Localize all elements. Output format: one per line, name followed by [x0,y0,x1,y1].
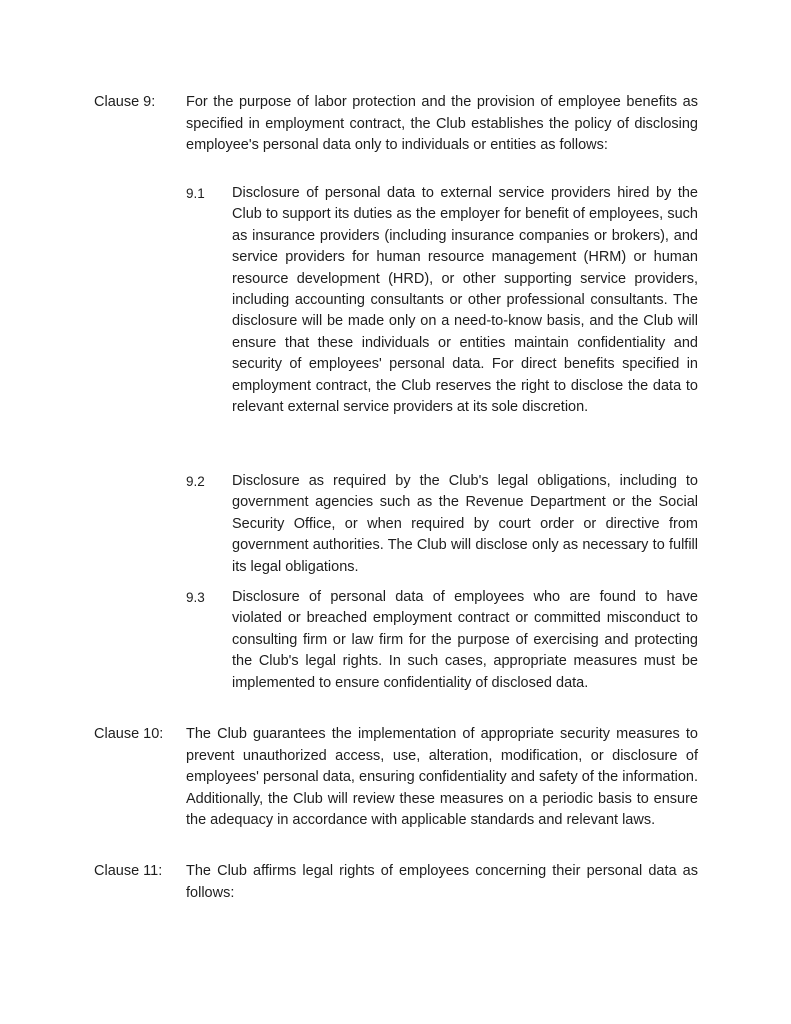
clause-9-item-1-text: Disclosure of personal data to external service providers hired by the Club to support its duties as the employer for benefit of employees, such as insurance providers (including insurance companies or brokers), and service providers for human resource management (HRM) or human resource development (HRD), or other supporting service providers, including accounting consultants or other professional consultants. The disclosure will be made only on a need-to-know basis, and the Club will ensure that these individuals or entities maintain confidentiality and security of employees' personal data. For direct benefits specified in employment contract, the Club reserves the right to disclose the data to relevant external service providers at its sole discretion. [232,185,698,416]
clause-11-label: Clause 11: [94,863,163,879]
clause-11-text: The Club affirms legal rights of employees concerning their personal data as follows: [186,863,698,901]
clause-9-item-1 [186,183,700,418]
clause-9-item-2-text: Disclosure as required by the Club's legal obligations, including to government agencies such as the Revenue Department or the Social Security Office, or when required by court order or directive from government authorities. The Club will disclose only as necessary to fulfill its legal obligations. [232,473,698,575]
clause-9-label: Clause 9: [94,94,156,110]
clause-9 [94,92,700,157]
clause-10 [94,724,700,832]
clause-9-text: For the purpose of labor protection and the provision of employee benefits as specified in employment contract, the Club establishes the policy of disclosing employee's personal data only to individuals or entities as follows: [186,94,698,154]
clause-9-item-2 [186,471,700,578]
clause-10-text: The Club guarantees the implementation of appropriate security measures to prevent unauthorized access, use, alteration, modification, or disclosure of employees' personal data, ensuring confidentiality and safety of the information. Additionally, the Club will review these measures on a periodic basis to ensure the adequacy in accordance with applicable standards and relevant laws. [186,726,698,829]
clause-9-item-2-number: 9.2 [186,474,205,489]
clause-10-label: Clause 10: [94,726,164,742]
clause-9-item-3-text: Disclosure of personal data of employees who are found to have violated or breached employment contract or committed misconduct to consulting firm or law firm for the purpose of exercising and protecting the Club's legal rights. In such cases, appropriate measures must be implemented to ensure confidentiality of disclosed data. [232,589,698,691]
clause-11 [94,861,700,904]
clause-9-item-3-number: 9.3 [186,590,205,605]
clause-9-item-1-number: 9.1 [186,186,205,201]
clause-9-item-3 [186,587,700,694]
